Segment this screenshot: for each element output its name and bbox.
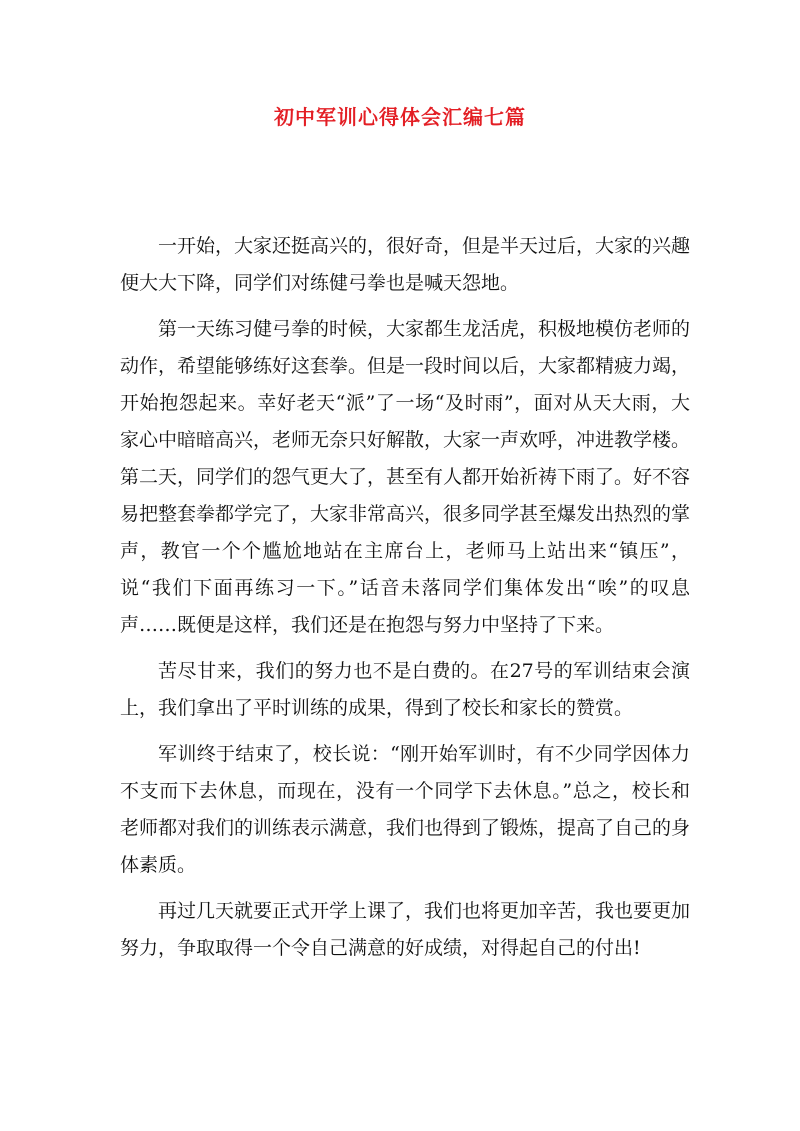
paragraph-3: 苦尽甘来，我们的努力也不是白费的。在27号的军训结束会演上，我们拿出了平时训练的成果，得到了校长和家长的赞赏。 [120,660,690,719]
paragraph-5: 再过几天就要正式开学上课了，我们也将更加辛苦，我也要更加努力，争取取得一个令自己满意的好成绩，对得起自己的付出! [120,900,691,959]
paragraph-4: 军训终于结束了，校长说：“刚开始军训时，有不少同学因体力不支而下去休息，而现在，没有一个同学下去休息。”总之，校长和老师都对我们的训练表示满意，我们也得到了锻炼，提高了自己的身体素质。 [120,743,691,876]
paragraph-1: 一开始，大家还挺高兴的，很好奇，但是半天过后，大家的兴趣便大大下降，同学们对练健弓拳也是喊天怨地。 [120,235,691,294]
document-body [120,228,690,967]
document-title: 初中军训心得体会汇编七篇 [274,105,526,129]
paragraph-2: 第一天练习健弓拳的时候，大家都生龙活虎，积极地模仿老师的动作，希望能够练好这套拳。但是一段时间以后，大家都精疲力竭，开始抱怨起来。幸好老天“派”了一场“及时雨”，面对从天大雨，大家心中暗暗高兴，老师无奈只好解散，大家一声欢呼，冲进教学楼。第二天，同学们的怨气更大了，甚至有人都开始祈祷下雨了。好不容易把整套拳都学完了，大家非常高兴，很多同学甚至爆发出热烈的掌声，教官一个个尴尬地站在主席台上，老师马上站出来“镇压”，说“我们下面再练习一下。”话音未落同学们集体发出“唉”的叹息声……既便是这样，我们还是在抱怨与努力中坚持了下来。 [120,318,691,636]
